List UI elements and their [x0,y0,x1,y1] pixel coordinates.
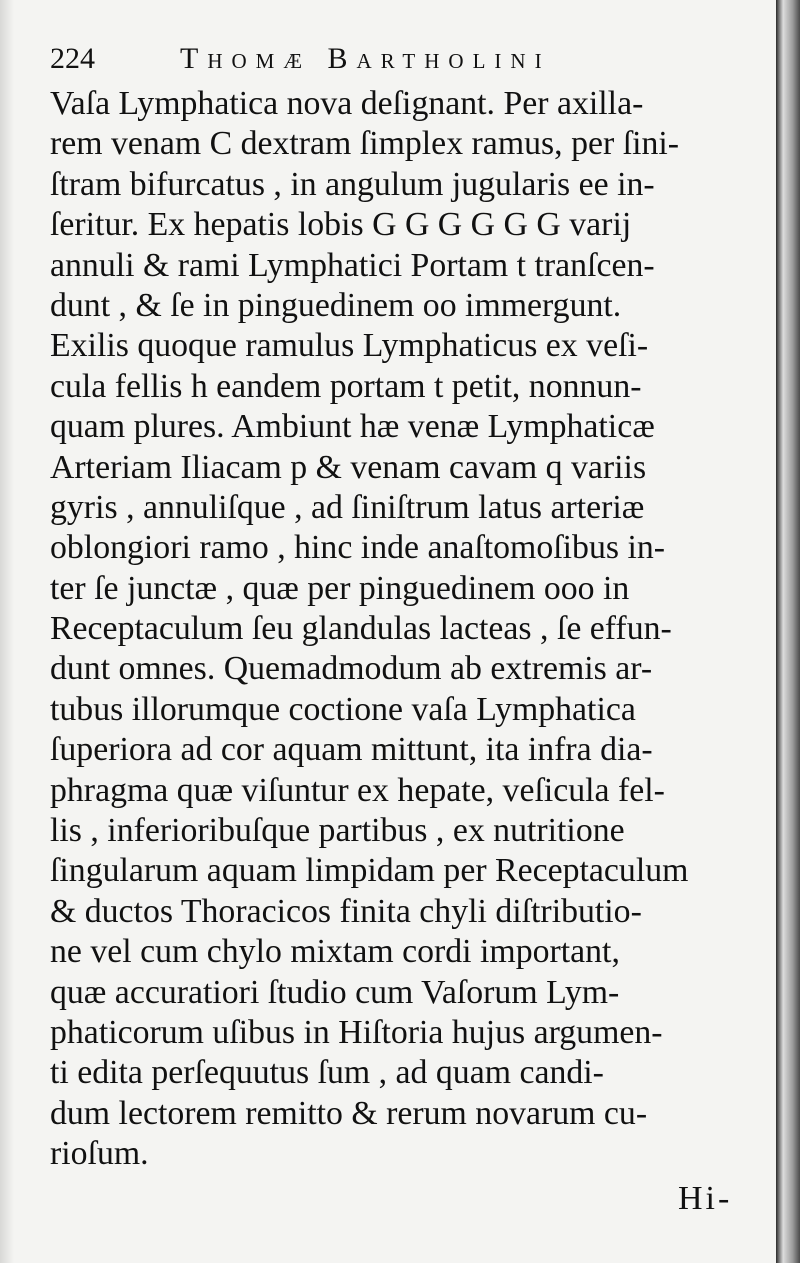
running-head: Thomæ Bartholini [180,42,551,75]
text-line: rioſum. [50,1135,149,1173]
catchword: Hi- [678,1180,733,1217]
text-line: ſingularum aquam limpidam per Receptaculum [50,852,689,890]
text-line: quam plures. Ambiunt hæ venæ Lymphaticæ [50,408,655,446]
text-line: lis , inferioribuſque partibus , ex nutritione [50,812,625,850]
text-line: Exilis quoque ramulus Lymphaticus ex veſi- [50,327,649,365]
text-line: tubus illorumque coctione vaſa Lymphatica [50,690,636,728]
text-line: oblongiori ramo , hinc inde anaſtomoſibus in- [50,529,666,567]
text-line: phaticorum uſibus in Hiſtoria hujus argumen- [50,1013,663,1051]
text-line: rem venam C dextram ſimplex ramus, per ſini- [50,125,680,163]
text-line: ſuperiora ad cor aquam mittunt, ita infra dia- [50,731,653,769]
text-line: Receptaculum ſeu glandulas lacteas , ſe effun- [50,610,672,648]
text-line: ſeritur. Ex hepatis lobis G G G G G G varij [50,206,632,244]
text-line: cula fellis h eandem portam t petit, nonnun- [50,367,642,405]
text-line: ter ſe junctæ , quæ per pinguedinem ooo in [50,569,630,607]
text-line: Vaſa Lymphatica nova deſignant. Per axilla- [50,85,644,122]
text-line: dum lectorem remitto & rerum novarum cu- [50,1094,648,1132]
bleed-through-text [60,1110,760,1144]
text-line: ne vel cum chylo mixtam cordi important, [50,933,620,971]
page-edge-shadow [0,0,14,1263]
text-line: & ductos Thoracicos finita chyli diſtributio- [50,892,642,930]
text-line: dunt , & ſe in pinguedinem oo immergunt. [50,286,622,324]
book-gutter [776,0,800,1263]
text-line: gyris , annuliſque , ad ſiniſtrum latus arteriæ [50,488,645,526]
text-line: ti edita perſequutus ſum , ad quam candi- [50,1054,604,1092]
page-number: 224 [50,42,95,75]
body-text [50,84,760,1175]
text-line: annuli & rami Lymphatici Portam t tranſcen- [50,246,655,284]
text-line: dunt omnes. Quemadmodum ab extremis ar- [50,650,653,688]
page-header [50,42,750,82]
text-line: Arteriam Iliacam p & venam cavam q variis [50,448,647,486]
text-line: phragma quæ viſuntur ex hepate, veſicula fel- [50,771,665,809]
text-line: quæ accuratiori ſtudio cum Vaſorum Lym- [50,973,620,1011]
text-line: ſtram bifurcatus , in angulum jugularis ee in- [50,165,655,203]
